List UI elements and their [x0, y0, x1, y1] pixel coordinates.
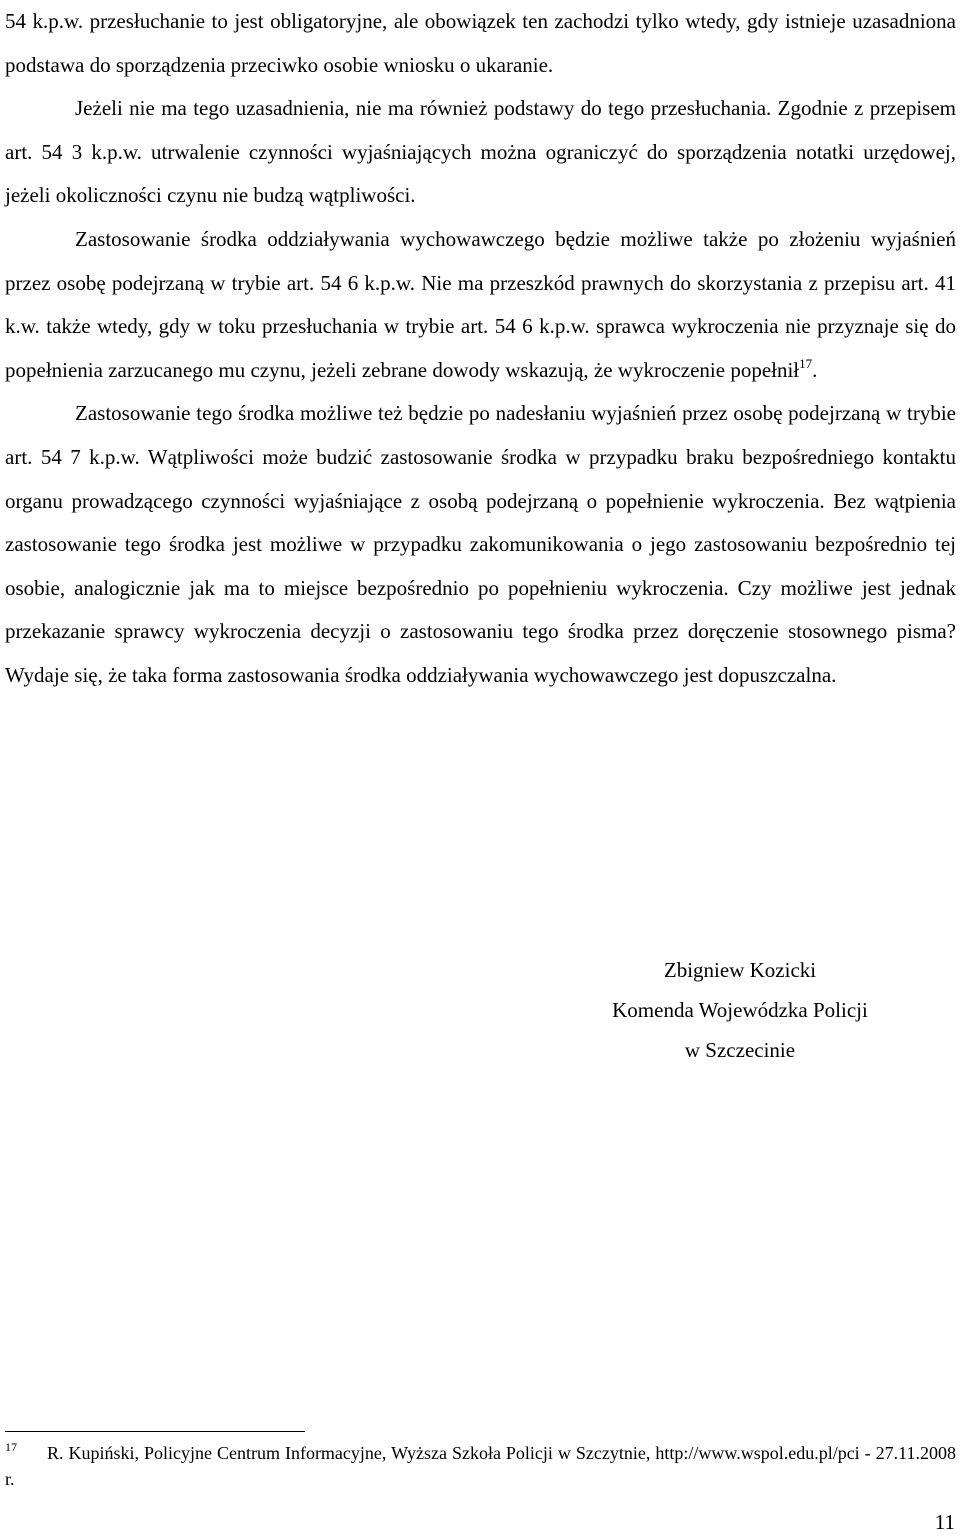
footnote [5, 1440, 956, 1492]
paragraph-3-text: Zastosowanie środka oddziaływania wychowawczego będzie możliwe także po złożeniu wyjaśnień przez osobę podejrzaną w trybie art. 54 6 k.p.w. Nie ma przeszkód prawnych do skorzystania z przepisu art. 41 k.w. także wtedy, gdy w toku przesłuchania w trybie art. 54 6 k.p.w. sprawca wykroczenia nie przyznaje się do popełnienia zarzucanego mu czynu, jeżeli zebrane dowody wskazują, że wykroczenie popełnił [5, 226, 956, 382]
footnote-number: 17 [5, 1440, 17, 1454]
paragraph-1: 54 k.p.w. przesłuchanie to jest obligatoryjne, ale obowiązek ten zachodzi tylko wtedy, gdy istnieje uzasadniona podstawa do sporządzenia przeciwko osobie wniosku o ukaranie. [5, 9, 956, 77]
signature-block [580, 950, 900, 1070]
paragraph-4: Zastosowanie tego środka możliwe też będzie po nadesłaniu wyjaśnień przez osobę podejrzaną w trybie art. 54 7 k.p.w. Wątpliwości może budzić zastosowanie środka w przypadku braku bezpośredniego kontaktu organu prowadzącego czynności wyjaśniające z osobą podejrzaną o popełnienie wykroczenia. Bez wątpienia zastosowanie tego środka jest możliwe w przypadku zakomunikowania o jego zastosowaniu bezpośrednio tej osobie, analogicznie jak ma to miejsce bezpośrednio po popełnieniu wykroczenia. Czy możliwe jest jednak przekazanie sprawcy wykroczenia decyzji o zastosowaniu tego środka przez doręczenie stosownego pisma? Wydaje się, że taka forma zastosowania środka oddziaływania wychowawczego jest dopuszczalna. [5, 401, 956, 687]
paragraph-2: Jeżeli nie ma tego uzasadnienia, nie ma również podstawy do tego przesłuchania. Zgodnie z przepisem art. 54 3 k.p.w. utrwalenie czynności wyjaśniających można ograniczyć do sporządzenia notatki urzędowej, jeżeli okoliczności czynu nie budzą wątpliwości. [5, 96, 956, 208]
signature-city: w Szczecinie [684, 1038, 796, 1062]
footnote-divider [5, 1431, 305, 1432]
signature-organization: Komenda Wojewódzka Policji [612, 998, 868, 1022]
footnote-reference[interactable]: 17 [799, 355, 813, 371]
page-number: 11 [934, 1510, 955, 1534]
signature-name: Zbigniew Kozicki [663, 958, 817, 982]
body-text [5, 0, 956, 698]
paragraph-3-end: . [812, 357, 818, 382]
footnote-text: R. Kupiński, Policyjne Centrum Informacyjne, Wyższa Szkoła Policji w Szczytnie, http://www.wspol.edu.pl/pci - 27.11.2008 r. [5, 1443, 956, 1489]
paragraph-3 [5, 218, 956, 392]
